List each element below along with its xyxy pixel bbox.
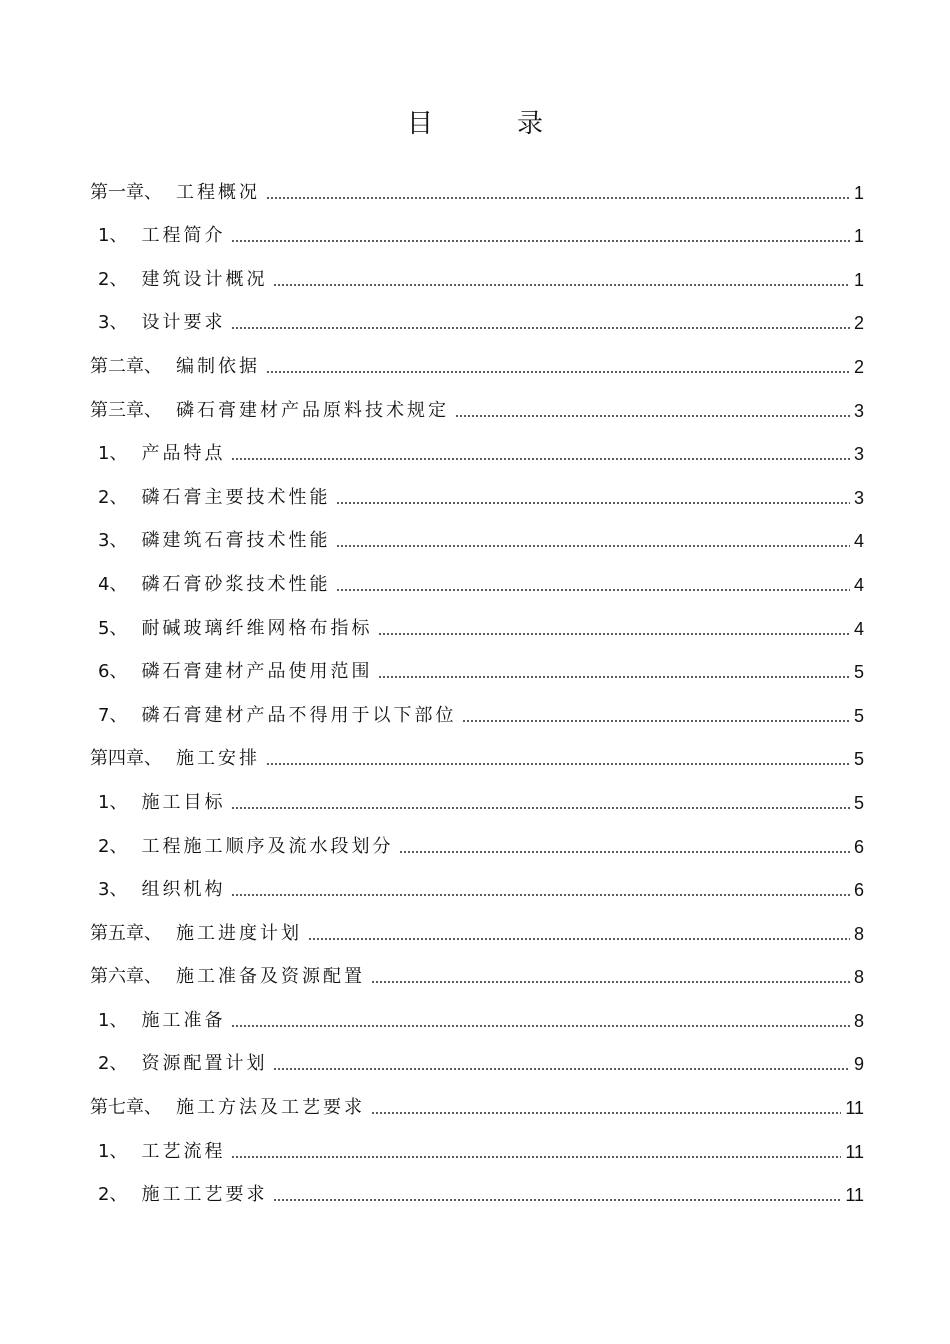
toc-dot-leader — [273, 1199, 841, 1201]
toc-entry-page-number: 11 — [845, 1185, 864, 1206]
toc-dot-leader — [378, 633, 850, 635]
toc-entry-page-number: 3 — [853, 487, 864, 508]
toc-entry-title: 磷建筑石膏技术性能 — [141, 530, 331, 552]
toc-entry[interactable] — [90, 509, 864, 553]
toc-dot-leader — [336, 589, 850, 591]
toc-entry-title: 磷石膏建材产品不得用于以下部位 — [141, 704, 457, 726]
toc-entry-title: 建筑设计概况 — [141, 268, 268, 290]
toc-entry[interactable] — [90, 552, 864, 596]
toc-dot-leader — [231, 1156, 841, 1158]
toc-dot-leader — [371, 1112, 841, 1114]
toc-entry-page-number: 11 — [845, 1141, 864, 1162]
toc-entry-title: 资源配置计划 — [141, 1053, 268, 1075]
toc-entry-page-number: 2 — [853, 313, 864, 334]
toc-entry-number: 7、 — [98, 704, 128, 726]
toc-dot-leader — [273, 284, 850, 286]
toc-dot-leader — [273, 1068, 850, 1070]
toc-dot-leader — [399, 851, 850, 853]
toc-entry-page-number: 5 — [853, 749, 864, 770]
toc-entry-title: 施工准备及资源配置 — [176, 966, 365, 988]
toc-entry-page-number: 8 — [853, 967, 864, 988]
toc-entry-number: 3、 — [98, 879, 128, 901]
toc-entry-number: 2、 — [98, 1184, 128, 1206]
toc-entry[interactable] — [90, 291, 864, 335]
toc-entry-page-number: 6 — [853, 880, 864, 901]
toc-entry-page-number: 4 — [853, 531, 864, 552]
toc-entry-number: 2、 — [98, 268, 128, 290]
toc-entry[interactable] — [90, 334, 864, 378]
toc-dot-leader — [231, 458, 850, 460]
toc-entry-number: 1、 — [98, 225, 128, 247]
toc-entry-page-number: 1 — [853, 269, 864, 290]
toc-entry[interactable] — [90, 988, 864, 1032]
toc-entry-number: 3、 — [98, 312, 128, 334]
toc-entry-title: 磷石膏建材产品使用范围 — [141, 661, 373, 683]
toc-entry-number: 1、 — [98, 1140, 128, 1162]
toc-entry-title: 产品特点 — [141, 443, 226, 465]
toc-entry[interactable] — [90, 247, 864, 291]
toc-dot-leader — [308, 938, 850, 940]
toc-entry-page-number: 2 — [853, 356, 864, 377]
toc-entry-number: 1、 — [98, 443, 128, 465]
toc-entry-title: 施工准备 — [141, 1009, 226, 1031]
toc-dot-leader — [266, 197, 850, 199]
toc-dot-leader — [266, 763, 850, 765]
toc-entry-page-number: 3 — [853, 444, 864, 465]
toc-entry-number: 2、 — [98, 486, 128, 508]
toc-dot-leader — [336, 545, 850, 547]
toc-dot-leader — [231, 894, 850, 896]
toc-entry-number: 第六章、 — [90, 966, 162, 988]
toc-entry-title: 耐碱玻璃纤维网格布指标 — [141, 617, 373, 639]
toc-dot-leader — [266, 371, 850, 373]
toc-dot-leader — [378, 676, 850, 678]
toc-dot-leader — [231, 327, 850, 329]
toc-entry-page-number: 5 — [853, 662, 864, 683]
toc-entry-page-number: 9 — [853, 1054, 864, 1075]
toc-entry-number: 6、 — [98, 661, 128, 683]
toc-entry[interactable] — [90, 1119, 864, 1163]
toc-entry-title: 编制依据 — [176, 355, 260, 377]
toc-entry-title: 工程施工顺序及流水段划分 — [141, 835, 394, 857]
toc-entry-title: 磷石膏主要技术性能 — [141, 486, 331, 508]
toc-entry[interactable] — [90, 858, 864, 902]
toc-dot-leader — [231, 240, 850, 242]
toc-entry-number: 3、 — [98, 530, 128, 552]
toc-entry-title: 工程简介 — [141, 225, 226, 247]
toc-entry-number: 1、 — [98, 791, 128, 813]
toc-entry-page-number: 11 — [845, 1098, 864, 1119]
toc-entry-page-number: 1 — [853, 182, 864, 203]
toc-entry-page-number: 4 — [853, 574, 864, 595]
toc-entry-title: 设计要求 — [141, 312, 226, 334]
toc-entry-page-number: 3 — [853, 400, 864, 421]
toc-entry[interactable] — [90, 770, 864, 814]
toc-entry-page-number: 4 — [853, 618, 864, 639]
toc-entry[interactable] — [90, 160, 864, 204]
toc-entry-number: 第七章、 — [90, 1097, 162, 1119]
toc-entry[interactable] — [90, 901, 864, 945]
toc-dot-leader — [231, 1025, 850, 1027]
toc-entry[interactable] — [90, 1032, 864, 1076]
toc-entry-title: 磷石膏砂浆技术性能 — [141, 573, 331, 595]
toc-entry-title: 施工安排 — [176, 748, 260, 770]
toc-entry-title: 施工工艺要求 — [141, 1184, 268, 1206]
toc-entry-page-number: 1 — [853, 226, 864, 247]
toc-entry[interactable] — [90, 204, 864, 248]
toc-entry[interactable] — [90, 378, 864, 422]
toc-entry-page-number: 6 — [853, 836, 864, 857]
toc-entry-page-number: 8 — [853, 1010, 864, 1031]
toc-entry-title: 施工进度计划 — [176, 922, 302, 944]
toc-entry[interactable] — [90, 596, 864, 640]
toc-entry-title: 工艺流程 — [141, 1140, 226, 1162]
toc-dot-leader — [462, 720, 850, 722]
toc-entry-number: 4、 — [98, 573, 128, 595]
toc-entry[interactable] — [90, 683, 864, 727]
toc-dot-leader — [231, 807, 850, 809]
toc-dot-leader — [455, 415, 850, 417]
toc-entry-page-number: 5 — [853, 792, 864, 813]
toc-entry-title: 施工目标 — [141, 791, 226, 813]
toc-entry-title: 施工方法及工艺要求 — [176, 1097, 365, 1119]
toc-entry[interactable] — [90, 465, 864, 509]
toc-entry[interactable] — [90, 814, 864, 858]
toc-entry-number: 第五章、 — [90, 922, 162, 944]
toc-dot-leader — [371, 981, 850, 983]
toc-entry-page-number: 8 — [853, 923, 864, 944]
toc-entry-title: 磷石膏建材产品原料技术规定 — [176, 399, 449, 421]
toc-entry-number: 第四章、 — [90, 748, 162, 770]
toc-entry[interactable] — [90, 640, 864, 684]
toc-entry-number: 2、 — [98, 1053, 128, 1075]
toc-entry-title: 工程概况 — [176, 181, 260, 203]
toc-entry[interactable] — [90, 945, 864, 989]
toc-entry-number: 5、 — [98, 617, 128, 639]
toc-entry[interactable] — [90, 727, 864, 771]
toc-entry-number: 第一章、 — [90, 181, 162, 203]
toc-dot-leader — [336, 502, 850, 504]
toc-entry[interactable] — [90, 1075, 864, 1119]
toc-entry[interactable] — [90, 1163, 864, 1207]
toc-entry-number: 第二章、 — [90, 355, 162, 377]
toc-entry-number: 第三章、 — [90, 399, 162, 421]
toc-entry-page-number: 5 — [853, 705, 864, 726]
toc-entry-number: 2、 — [98, 835, 128, 857]
toc-title: 目录 — [406, 109, 627, 139]
toc-list — [90, 160, 864, 1206]
toc-entry-number: 1、 — [98, 1009, 128, 1031]
toc-entry-title: 组织机构 — [141, 879, 226, 901]
toc-entry[interactable] — [90, 422, 864, 466]
